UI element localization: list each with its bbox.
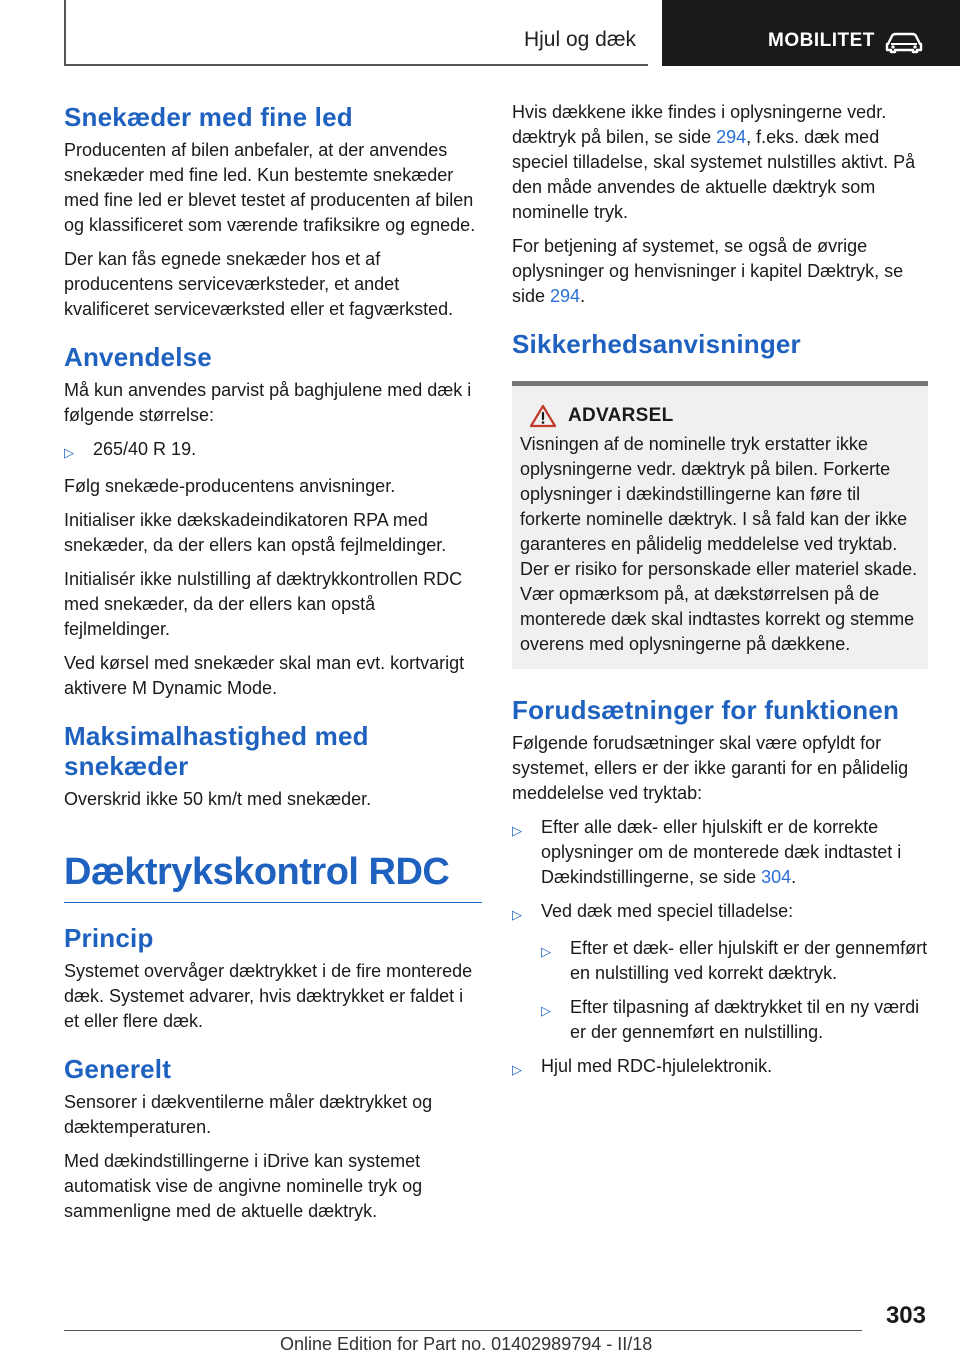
bullet-triangle-icon: ▷ bbox=[512, 823, 522, 838]
paragraph: Med dækindstillingerne i iDrive kan systemet automatisk vise de angivne nominelle tryk og sammenligne med de aktuelle dæktryk. bbox=[64, 1151, 423, 1221]
chapter-title: MOBILITET bbox=[768, 30, 875, 51]
warning-triangle-icon bbox=[530, 404, 556, 428]
sub-list-item bbox=[512, 995, 928, 1045]
paragraph bbox=[512, 100, 928, 225]
paragraph: Ved kørsel med snekæder skal man evt. kortvarigt aktivere M Dynamic Mode. bbox=[64, 653, 465, 698]
list-item-text: 265/40 R 19. bbox=[93, 439, 197, 459]
heading-forudsaetninger: Forudsætninger for funktionen bbox=[512, 695, 900, 725]
section-title: Hjul og dæk bbox=[523, 28, 636, 51]
list-item-text: Ved dæk med speciel tilladelse: bbox=[541, 901, 794, 921]
paragraph: Følg snekæde-producentens anvisninger. bbox=[64, 476, 396, 496]
paragraph: Der kan fås egnede snekæder hos et af producentens serviceværksteder, et andet kvalificeret serviceværksted eller et fagværksted. bbox=[64, 249, 454, 319]
bullet-triangle-icon: ▷ bbox=[512, 907, 522, 922]
heading-generelt: Generelt bbox=[64, 1054, 172, 1084]
bullet-triangle-icon: ▷ bbox=[541, 1003, 551, 1018]
paragraph: Producenten af bilen anbefaler, at der anvendes snekæder med fine led. Kun bestemte snekæder med fine led er blevet testet af producenten af bilen og klassificeret som værende trafiksikre og egnede. bbox=[64, 140, 476, 235]
warning-box bbox=[512, 381, 928, 669]
list-item bbox=[512, 1054, 928, 1082]
paragraph: Må kun anvendes parvist på baghjulene med dæk i følgende størrelse: bbox=[64, 380, 472, 425]
paragraph bbox=[512, 234, 928, 309]
warning-text: Visningen af de nominelle tryk erstatter ikke oplysningerne vedr. dæktryk på bilen. Forkerte oplysninger i dækindstillingerne kan føre til forkerte nominelle dæktryk. I så fald kan der ikke garanteres en pålidelig meddelelse ved tryktab. Der er risiko for personskade eller materiel skade. Vær opmærksom på, at dækstørrelsen på de monterede dæk skal indtastes korrekt og stemme overens med oplysningerne på dækkene. bbox=[520, 434, 918, 654]
warning-label: ADVARSEL bbox=[568, 405, 674, 426]
heading-princip: Princip bbox=[64, 923, 154, 953]
heading-anvendelse: Anvendelse bbox=[64, 342, 212, 372]
heading-sikkerhedsanvisninger: Sikkerhedsanvisninger bbox=[512, 329, 801, 359]
paragraph: Initialiser ikke dækskadeindikatoren RPA med snekæder, da der ellers kan opstå fejlmeldinger. bbox=[64, 510, 447, 555]
list-item bbox=[512, 815, 928, 890]
edition-text: Online Edition for Part no. 01402989794 - II/18 bbox=[280, 1334, 653, 1354]
bullet-triangle-icon: ▷ bbox=[64, 445, 74, 460]
paragraph: Sensorer i dækventilerne måler dæktrykket og dæktemperaturen. bbox=[64, 1092, 433, 1137]
list-item-text: Efter et dæk- eller hjulskift er der gennemført en nulstilling ved korrekt dæktryk. bbox=[570, 938, 928, 983]
footer-divider bbox=[64, 1330, 862, 1331]
page-number: 303 bbox=[885, 1302, 926, 1329]
warning-header bbox=[520, 404, 922, 428]
chapter-heading-rdc: Dæktrykskontrol RDC bbox=[64, 850, 482, 903]
heading-maksimalhastighed: Maksimalhastighed med snekæder bbox=[64, 721, 369, 781]
bullet-triangle-icon: ▷ bbox=[541, 944, 551, 959]
paragraph: Overskrid ikke 50 km/t med snekæder. bbox=[64, 789, 372, 809]
bullet-triangle-icon: ▷ bbox=[512, 1062, 522, 1077]
paragraph: Følgende forudsætninger skal være opfyldt for systemet, ellers er der ikke garanti for en pålidelig meddelelse ved tryktab: bbox=[512, 733, 909, 803]
text-run: . bbox=[580, 286, 586, 306]
heading-snekaeder: Snekæder med fine led bbox=[64, 102, 353, 132]
text-run: Hvis dækkene ikke findes i oplysningerne vedr. dæktryk på bilen, se side bbox=[512, 102, 887, 147]
list-item-text bbox=[541, 815, 928, 890]
car-icon bbox=[884, 30, 924, 54]
page-link-294[interactable]: 294 bbox=[716, 127, 747, 147]
right-column bbox=[512, 100, 928, 1091]
text-run: , f.eks. dæk med speciel tilladelse, skal systemet nulstilles aktivt. På den måde anvendes de aktuelle dæktryk som nominelle tryk. bbox=[512, 127, 916, 222]
sub-list-item bbox=[512, 936, 928, 986]
list-item bbox=[512, 899, 928, 927]
text-run: For betjening af systemet, se også de øvrige oplysninger og henvisninger i kapitel Dæktryk, se side bbox=[512, 236, 904, 306]
list-item bbox=[64, 437, 482, 465]
text-run: . bbox=[791, 867, 797, 887]
left-column bbox=[64, 100, 482, 1233]
list-item-text: Hjul med RDC-hjulelektronik. bbox=[541, 1056, 773, 1076]
paragraph: Initialisér ikke nulstilling af dæktrykkontrollen RDC med snekæder, da der ellers kan opstå fejlmeldinger. bbox=[64, 569, 463, 639]
page-link-294[interactable]: 294 bbox=[550, 286, 581, 306]
page-header bbox=[0, 0, 960, 66]
paragraph: Systemet overvåger dæktrykket i de fire monterede dæk. Systemet advarer, hvis dæktrykket er faldet i et eller flere dæk. bbox=[64, 961, 473, 1031]
text-run: Efter alle dæk- eller hjulskift er de korrekte oplysninger om de monterede dæk indtastet i Dækindstillingerne, se side bbox=[541, 817, 902, 887]
list-item-text: Efter tilpasning af dæktrykket til en ny værdi er der gennemført en nulstilling. bbox=[570, 997, 920, 1042]
page-link-304[interactable]: 304 bbox=[761, 867, 792, 887]
